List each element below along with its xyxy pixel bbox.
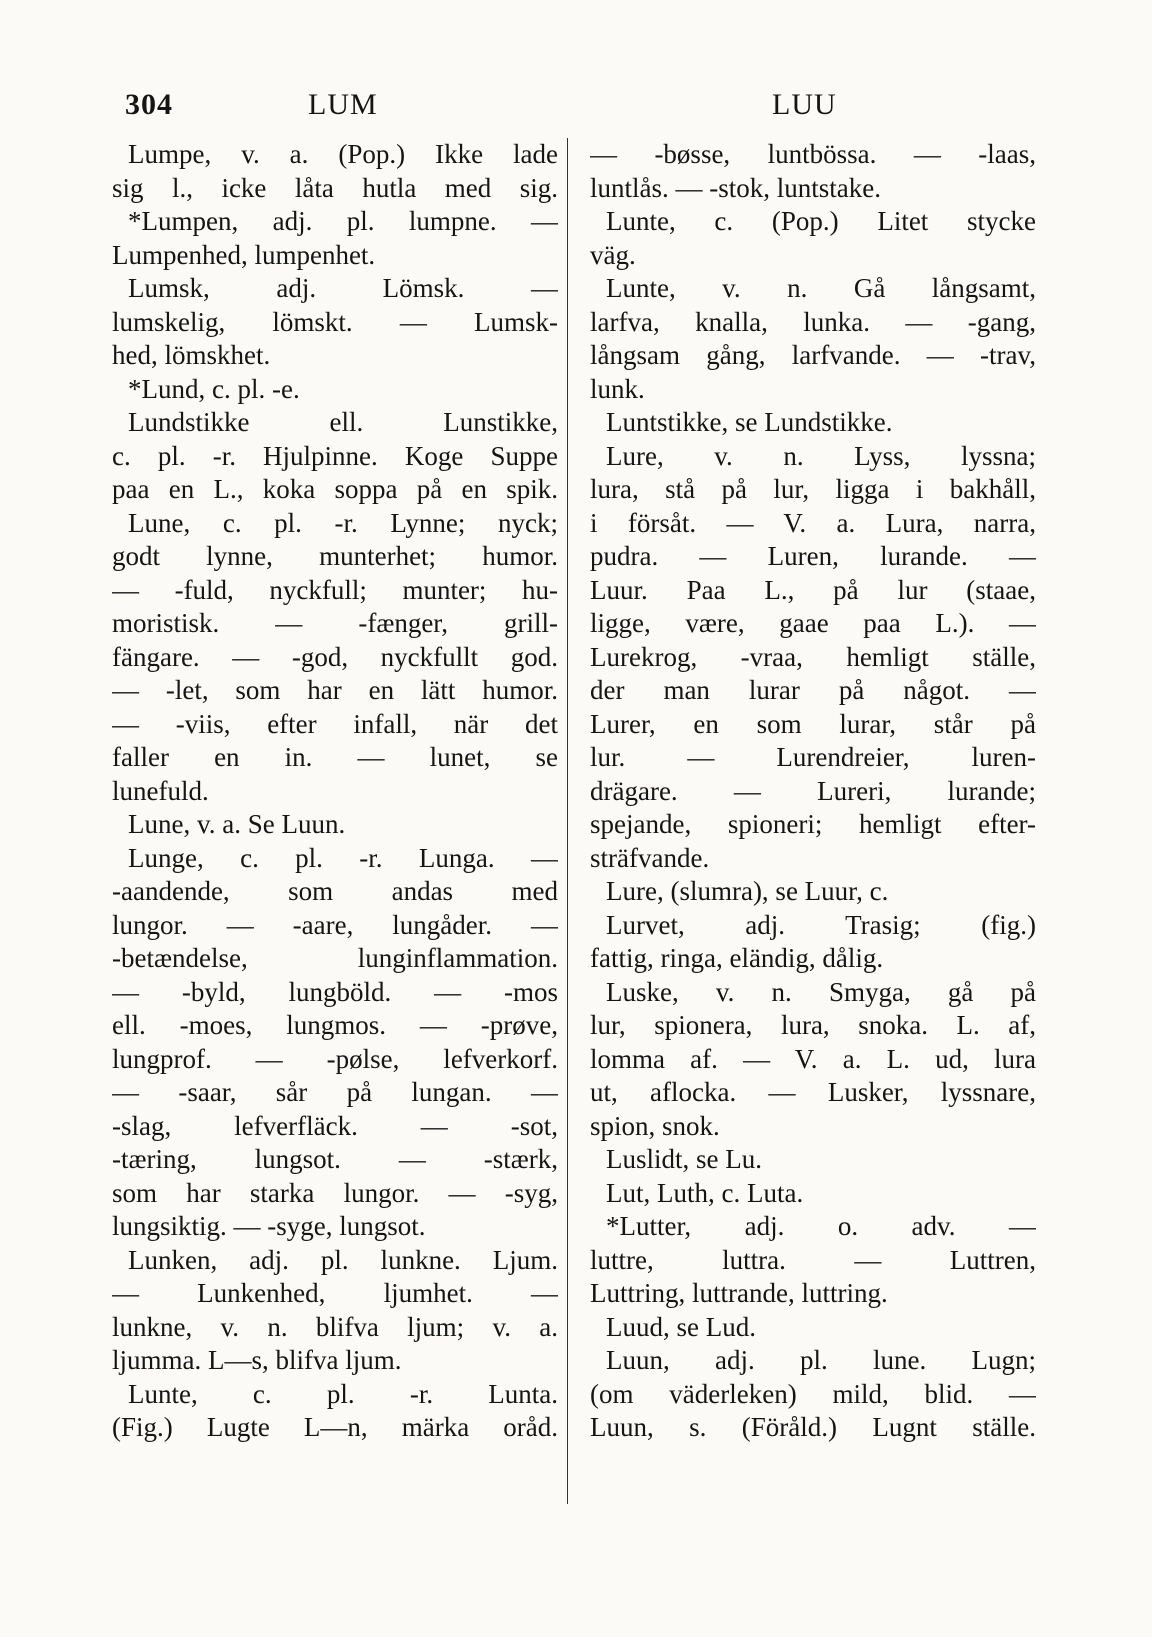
entry-line: Luun, s. (Föråld.) Lugnt ställe. bbox=[590, 1412, 1036, 1442]
entry-line: lomma af. — V. a. L. ud, lura bbox=[590, 1043, 1036, 1074]
entry-line: der man lurar på något. — bbox=[590, 675, 1036, 705]
entry-line: väg. bbox=[590, 239, 636, 270]
entry-line: ligge, være, gaae paa L.). — bbox=[590, 608, 1036, 638]
entry-line: luntlås. — -stok, luntstake. bbox=[590, 172, 881, 203]
right-column bbox=[590, 138, 1036, 1445]
entry-line: Luun, adj. pl. lune. Lugn; bbox=[606, 1345, 1036, 1375]
guide-word-right: LUU bbox=[772, 88, 837, 121]
entry-line: Luur. Paa L., på lur (staae, bbox=[590, 574, 1036, 605]
entry-line: godt lynne, munterhet; humor. bbox=[112, 541, 558, 571]
entry-line: Lunge, c. pl. -r. Lunga. — bbox=[128, 842, 558, 873]
entry-line: Luud, se Lud. bbox=[606, 1311, 756, 1342]
entry-line: Luttring, luttrande, luttring. bbox=[590, 1278, 888, 1308]
entry-line: — -let, som har en lätt humor. bbox=[112, 675, 558, 705]
entry-line: lumskelig, lömskt. — Lumsk- bbox=[112, 306, 558, 337]
entry-line: fattig, ringa, eländig, dålig. bbox=[590, 943, 884, 973]
entry-line: -betændelse, lunginflammation. bbox=[112, 943, 558, 973]
entry-line: i försåt. — V. a. Lura, narra, bbox=[590, 507, 1036, 538]
entry-line: Lure, v. n. Lyss, lyssna; bbox=[606, 440, 1036, 471]
entry-line: -slag, lefverfläck. — -sot, bbox=[112, 1110, 558, 1141]
guide-word-left: LUM bbox=[308, 88, 378, 121]
entry-line: lura, stå på lur, ligga i bakhåll, bbox=[590, 474, 1036, 504]
entry-line: lunk. bbox=[590, 373, 645, 404]
entry-line: Lurer, en som lurar, står på bbox=[590, 708, 1036, 739]
entry-line: Lumpenhed, lumpenhet. bbox=[112, 239, 376, 270]
entry-line: lur. — Lurendreier, luren- bbox=[590, 742, 1036, 772]
entry-line: spejande, spioneri; hemligt efter- bbox=[590, 809, 1036, 839]
entry-line: sträfvande. bbox=[590, 842, 710, 873]
left-column bbox=[112, 138, 558, 1445]
entry-line: Lure, (slumra), se Luur, c. bbox=[606, 876, 889, 906]
entry-line: Luntstikke, se Lundstikke. bbox=[606, 407, 893, 437]
entry-line: faller en in. — lunet, se bbox=[112, 742, 558, 772]
entry-line: Lune, v. a. Se Luun. bbox=[128, 809, 346, 839]
entry-line: Lunte, c. (Pop.) Litet stycke bbox=[606, 206, 1036, 236]
entry-line: lungor. — -aare, lungåder. — bbox=[112, 909, 558, 940]
entry-line: Lundstikke ell. Lunstikke, bbox=[128, 407, 558, 437]
entry-line: — -bøsse, luntbössa. — -laas, bbox=[590, 139, 1036, 169]
entry-line: ljumma. L—s, blifva ljum. bbox=[112, 1345, 402, 1375]
entry-line: sig l., icke låta hutla med sig. bbox=[112, 172, 558, 203]
page-number: 304 bbox=[125, 88, 173, 121]
entry-line: spion, snok. bbox=[590, 1110, 720, 1141]
entry-line: *Lund, c. pl. -e. bbox=[128, 373, 300, 404]
entry-line: moristisk. — -fænger, grill- bbox=[112, 608, 558, 638]
entry-line: — Lunkenhed, ljumhet. — bbox=[112, 1278, 558, 1308]
entry-line: hed, lömskhet. bbox=[112, 340, 271, 370]
entry-line: lunefuld. bbox=[112, 775, 209, 806]
entry-line: lungprof. — -pølse, lefverkorf. bbox=[112, 1043, 558, 1074]
entry-line: Lunte, v. n. Gå långsamt, bbox=[606, 273, 1036, 303]
entry-line: fängare. — -god, nyckfullt god. bbox=[112, 641, 558, 672]
entry-line: Lunte, c. pl. -r. Lunta. bbox=[128, 1378, 558, 1409]
entry-line: — -byld, lungböld. — -mos bbox=[112, 976, 558, 1007]
entry-line: Lune, c. pl. -r. Lynne; nyck; bbox=[128, 507, 558, 538]
entry-line: -tæring, lungsot. — -stærk, bbox=[112, 1144, 558, 1174]
entry-line: lunkne, v. n. blifva ljum; v. a. bbox=[112, 1311, 558, 1342]
entry-line: Lunken, adj. pl. lunkne. Ljum. bbox=[128, 1244, 558, 1275]
entry-line: *Lumpen, adj. pl. lumpne. — bbox=[128, 206, 558, 236]
entry-line: som har starka lungor. — -syg, bbox=[112, 1177, 558, 1208]
entry-line: — -saar, sår på lungan. — bbox=[112, 1077, 558, 1107]
entry-line: — -viis, efter infall, när det bbox=[112, 708, 558, 739]
entry-line: ut, aflocka. — Lusker, lyssnare, bbox=[590, 1077, 1036, 1107]
entry-line: (Fig.) Lugte L—n, märka oråd. bbox=[112, 1412, 558, 1442]
entry-line: luttre, luttra. — Luttren, bbox=[590, 1244, 1036, 1275]
entry-line: Lumpe, v. a. (Pop.) Ikke lade bbox=[128, 139, 558, 169]
entry-line: c. pl. -r. Hjulpinne. Koge Suppe bbox=[112, 440, 558, 471]
entry-line: larfva, knalla, lunka. — -gang, bbox=[590, 306, 1036, 337]
entry-line: Luslidt, se Lu. bbox=[606, 1144, 762, 1174]
entry-line: Lurekrog, -vraa, hemligt ställe, bbox=[590, 641, 1036, 672]
entry-line: -aandende, som andas med bbox=[112, 876, 558, 906]
entry-line: *Lutter, adj. o. adv. — bbox=[606, 1211, 1036, 1241]
column-divider bbox=[567, 138, 568, 1504]
entry-line: lungsiktig. — -syge, lungsot. bbox=[112, 1211, 426, 1241]
entry-line: Lut, Luth, c. Luta. bbox=[606, 1177, 804, 1208]
entry-line: (om väderleken) mild, blid. — bbox=[590, 1378, 1036, 1409]
entry-line: Lurvet, adj. Trasig; (fig.) bbox=[606, 909, 1036, 940]
page-header bbox=[0, 88, 1152, 128]
entry-line: pudra. — Luren, lurande. — bbox=[590, 541, 1036, 571]
entry-line: drägare. — Lureri, lurande; bbox=[590, 775, 1036, 806]
entry-line: Lumsk, adj. Lömsk. — bbox=[128, 273, 558, 303]
entry-line: lur, spionera, lura, snoka. L. af, bbox=[590, 1010, 1036, 1040]
entry-line: paa en L., koka soppa på en spik. bbox=[112, 474, 558, 504]
entry-line: långsam gång, larfvande. — -trav, bbox=[590, 340, 1036, 370]
entry-line: Luske, v. n. Smyga, gå på bbox=[606, 976, 1036, 1007]
entry-line: ell. -moes, lungmos. — -prøve, bbox=[112, 1010, 558, 1040]
entry-line: — -fuld, nyckfull; munter; hu- bbox=[112, 574, 558, 605]
